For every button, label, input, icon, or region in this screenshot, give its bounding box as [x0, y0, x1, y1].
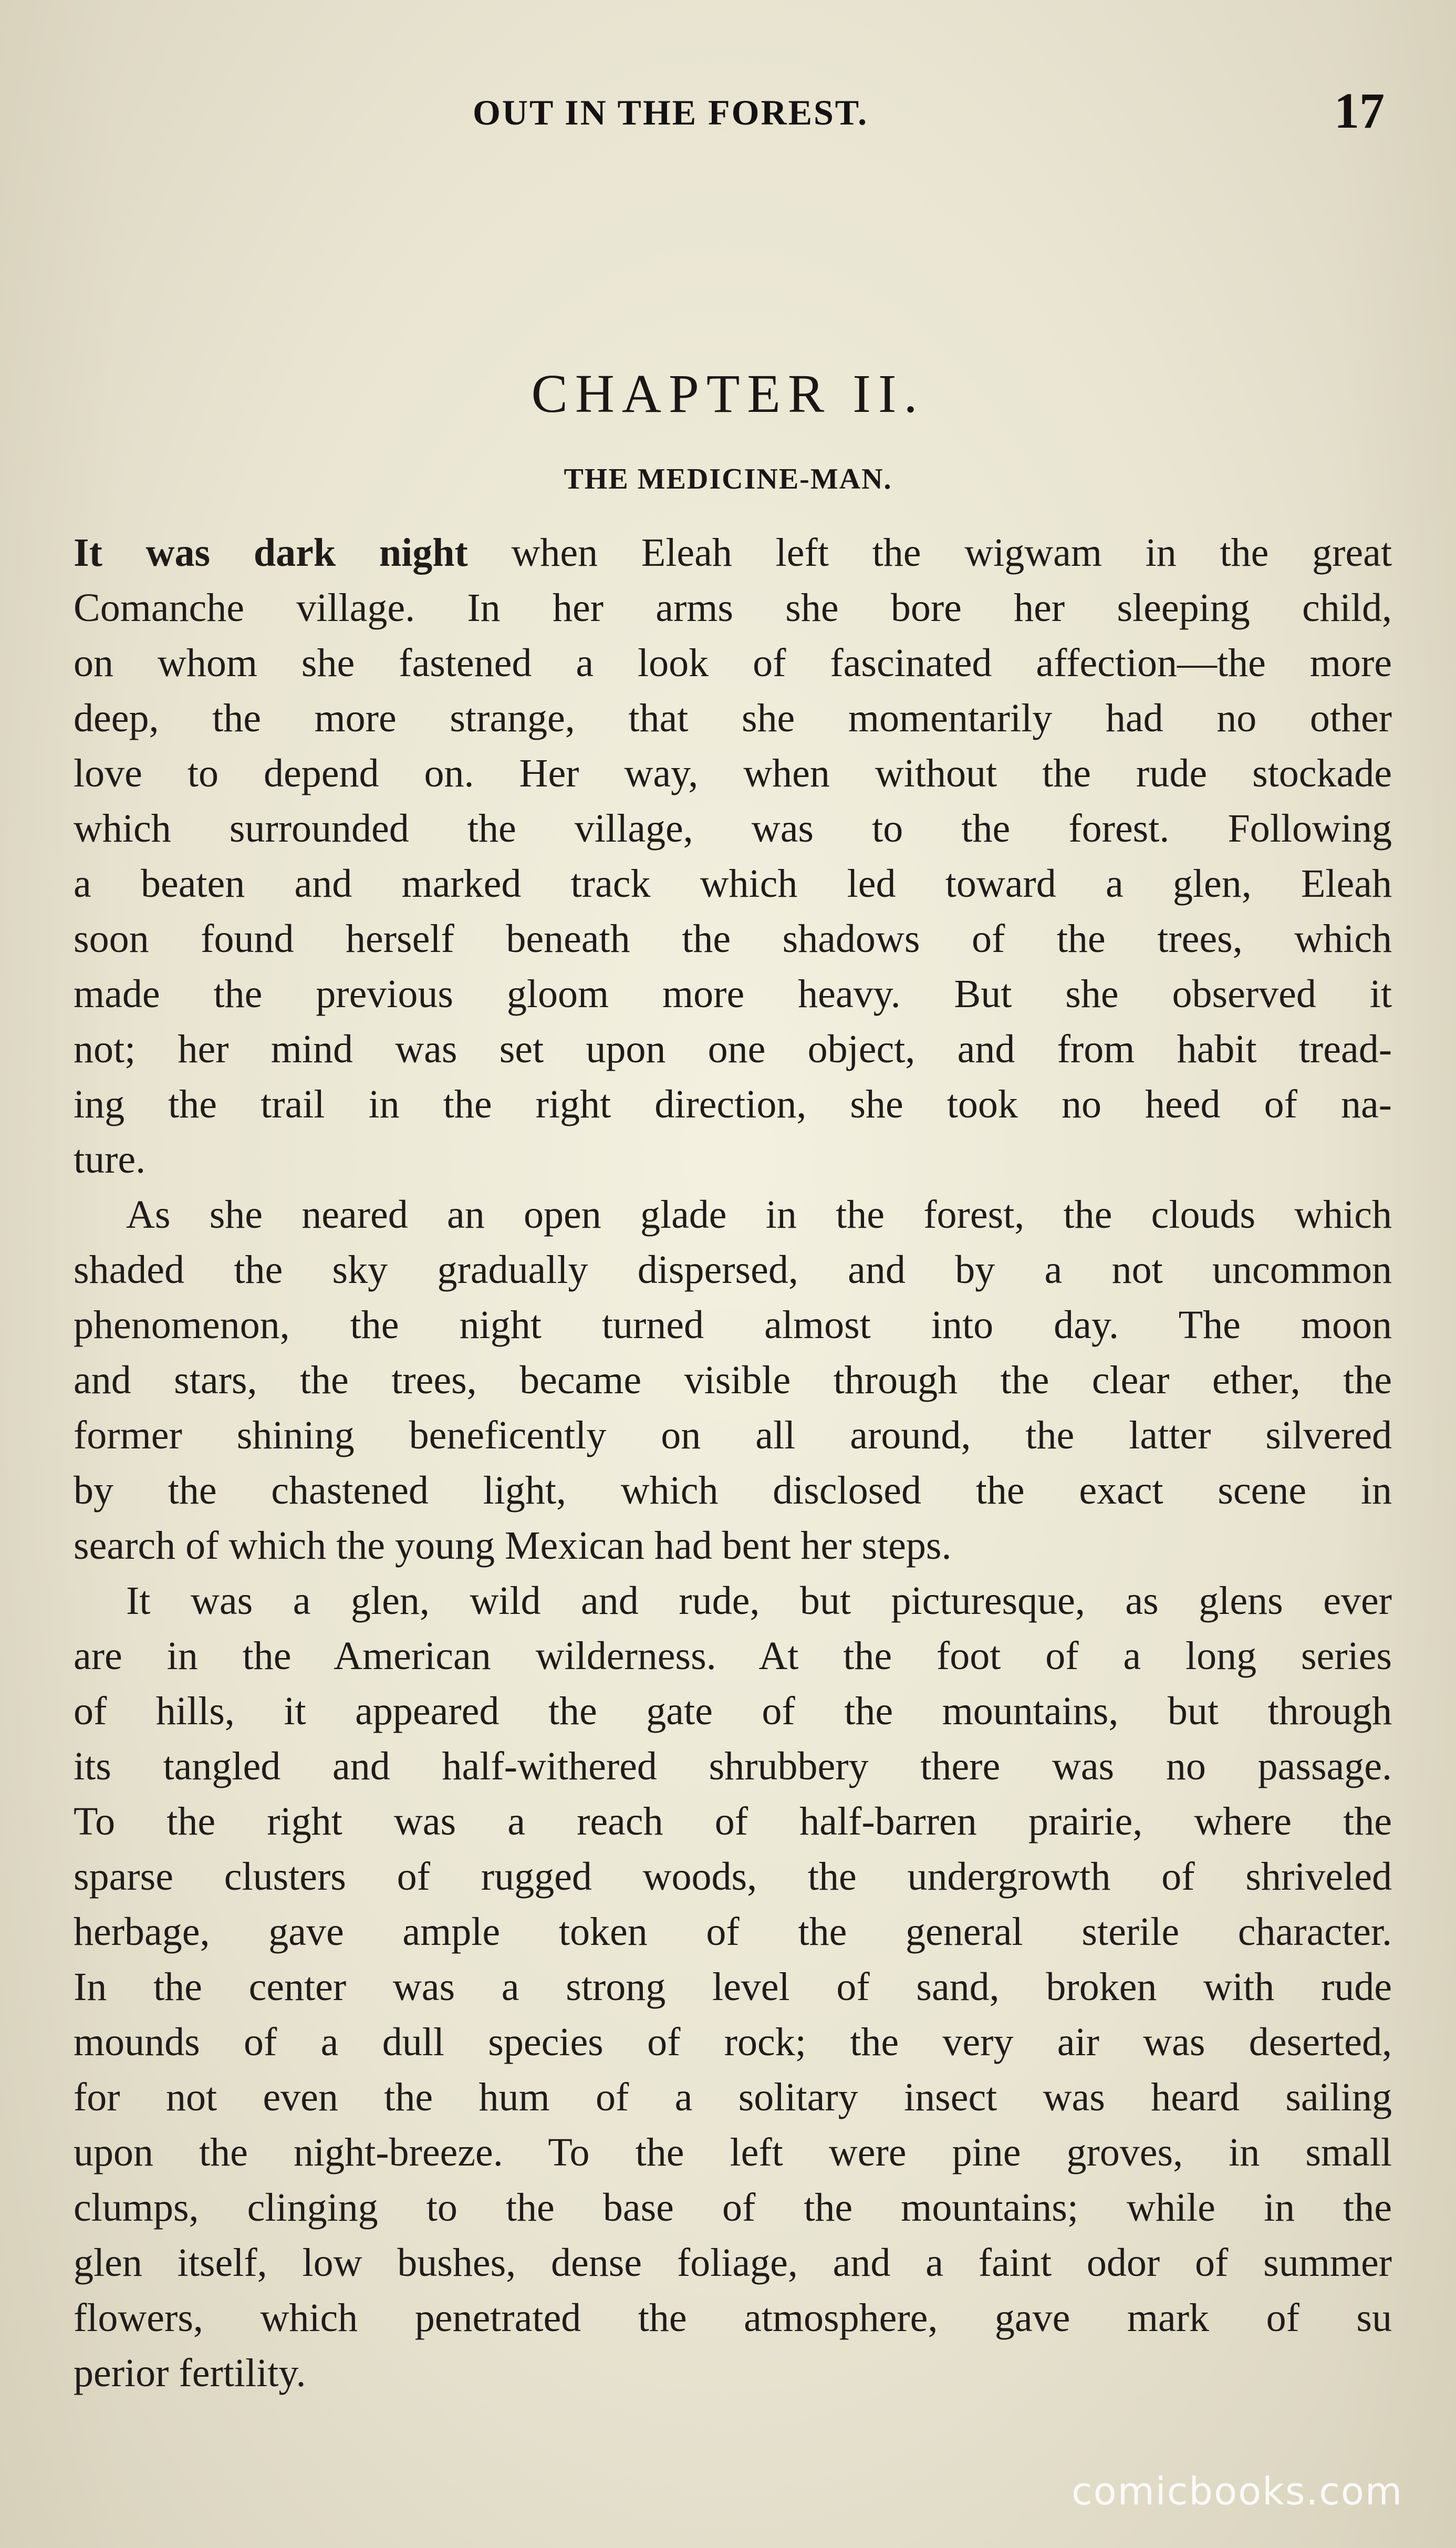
text-line: soon found herself beneath the shadows of the trees, which	[74, 917, 1392, 961]
text-line: are in the American wilderness. At the foot of a long series	[74, 1634, 1392, 1678]
text-line: not; her mind was set upon one object, and from habit tread-	[74, 1027, 1392, 1071]
watermark: comicbooks.com	[1072, 2469, 1403, 2513]
text-line: search of which the young Mexican had bent her steps.	[74, 1524, 952, 1568]
text-line: its tangled and half-withered shrubbery there was no passage.	[74, 1744, 1392, 1788]
text-line: made the previous gloom more heavy. But she observed it	[74, 972, 1392, 1016]
text-line: mounds of a dull species of rock; the very air was deserted,	[74, 2020, 1392, 2064]
running-title: OUT IN THE FOREST.	[473, 92, 869, 132]
text-line: upon the night-breeze. To the left were pine groves, in small	[74, 2130, 1392, 2174]
text-line: by the chastened light, which disclosed the exact scene in	[74, 1468, 1392, 1513]
text-line: flowers, which penetrated the atmosphere, gave mark of su	[74, 2296, 1392, 2340]
text-line: deep, the more strange, that she momentarily had no other	[74, 696, 1392, 740]
text-line: To the right was a reach of half-barren prairie, where the	[74, 1799, 1392, 1843]
text-line: It was a glen, wild and rude, but picturesque, as glens ever	[126, 1579, 1392, 1623]
text-line: As she neared an open glade in the forest, the clouds which	[126, 1193, 1392, 1237]
opening-words: It was dark night	[74, 531, 468, 575]
text-line: sparse clusters of rugged woods, the undergrowth of shriveled	[74, 1855, 1392, 1899]
text-line: glen itself, low bushes, dense foliage, and a faint odor of summer	[74, 2241, 1392, 2285]
line-text: when Eleah left the wigwam in the great	[467, 531, 1392, 575]
text-line: clumps, clinging to the base of the mountains; while in the	[74, 2186, 1392, 2230]
text-line	[74, 525, 1392, 581]
chapter-body	[74, 525, 1392, 2401]
text-line: In the center was a strong level of sand, broken with rude	[74, 1965, 1392, 2009]
text-line: shaded the sky gradually dispersed, and by a not uncommon	[74, 1248, 1392, 1292]
text-line: phenomenon, the night turned almost into day. The moon	[74, 1303, 1392, 1347]
text-line: ing the trail in the right direction, she took no heed of na-	[74, 1082, 1392, 1126]
text-line: former shining beneficently on all around, the latter silvered	[74, 1413, 1392, 1457]
text-line: and stars, the trees, became visible through the clear ether, the	[74, 1358, 1392, 1402]
text-line: perior fertility.	[74, 2351, 306, 2395]
text-line: which surrounded the village, was to the forest. Following	[74, 806, 1392, 851]
text-line: ture.	[74, 1137, 146, 1182]
text-line: a beaten and marked track which led toward a glen, Eleah	[74, 862, 1392, 906]
chapter-subtitle: THE MEDICINE-MAN.	[564, 463, 892, 495]
chapter-heading: CHAPTER II.	[531, 364, 925, 424]
text-line: herbage, gave ample token of the general sterile character.	[74, 1910, 1392, 1954]
text-line: on whom she fastened a look of fascinated affection—the more	[74, 641, 1392, 685]
page-number: 17	[1334, 82, 1385, 139]
text-line: Comanche village. In her arms she bore her sleeping child,	[74, 586, 1392, 630]
text-line: of hills, it appeared the gate of the mountains, but through	[74, 1689, 1392, 1733]
text-line: love to depend on. Her way, when without the rude stockade	[74, 751, 1392, 795]
running-head	[0, 79, 1456, 137]
text-line: for not even the hum of a solitary insect was heard sailing	[74, 2075, 1392, 2119]
